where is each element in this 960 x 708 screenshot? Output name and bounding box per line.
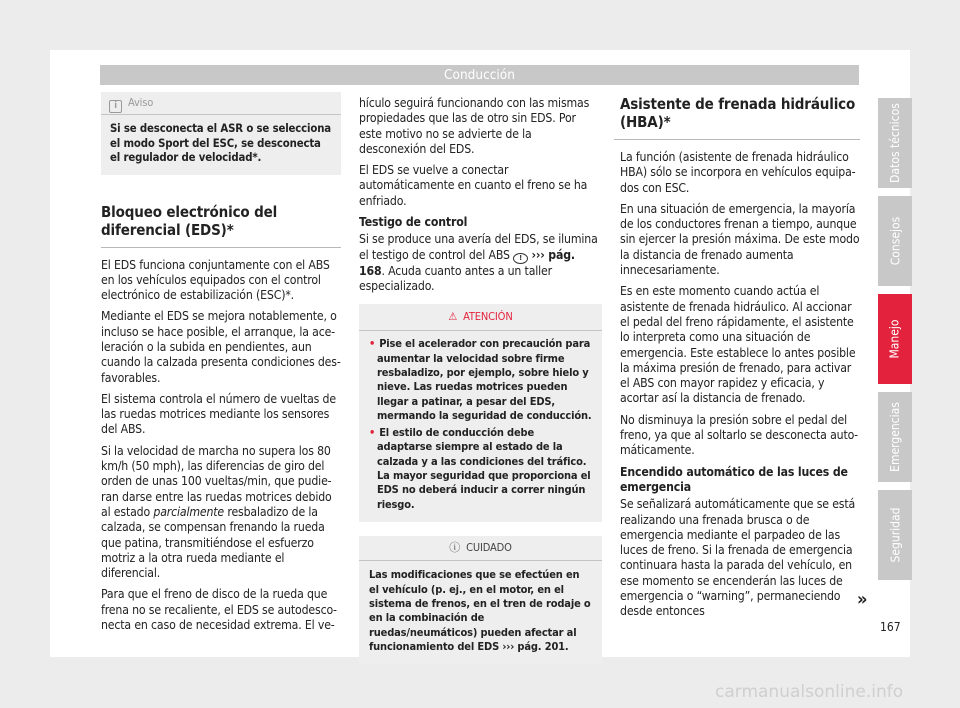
eds-p4-text-a: Si la velocidad de marcha no supera los 80 km/h (50 mph), las diferencias de giro del orden de unas 100 vueltas/min, que pudieran darse entre las ruedas motrices debido al estado: [101, 443, 332, 519]
tab-manejo[interactable]: [878, 294, 912, 384]
tab-consejos[interactable]: [878, 196, 912, 286]
caution-label: CUIDADO: [466, 541, 512, 555]
hba-subheading: Encendido automático de las luces de emergencia: [620, 464, 848, 494]
warning-item-text: Pise el acelerador con precaución para aumentar la velocidad sobre firme resbaladizo, por ejemplo, sobre hielo y nieve. Las ruedas motrices pueden llegar a patinar, a pesar del EDS, mermando la seguridad de conducción.: [377, 337, 592, 423]
info-circle-icon: ⓘ: [449, 541, 461, 555]
testigo-title: Testigo de control: [359, 215, 468, 230]
warning-label: ATENCIÓN: [463, 310, 513, 324]
warning-item: [369, 426, 592, 512]
hba-paragraph-4: No disminuya la presión sobre el pedal del freno, ya que al soltarlo se desconecta automáticamente.: [620, 412, 859, 458]
column-right: [620, 95, 860, 626]
abs-warning-light-icon: !: [513, 253, 528, 264]
tab-label: Consejos: [888, 216, 902, 266]
eds-paragraph-4: [101, 444, 341, 582]
tab-datos-tecnicos[interactable]: [878, 98, 912, 188]
watermark: carmanualsonline.info: [715, 682, 904, 702]
testigo-text-a: Si se produce una avería del EDS, se ilumina el testigo de control del ABS: [359, 232, 598, 262]
testigo-paragraph: [359, 232, 602, 294]
eds-paragraph-5: Para que el freno de disco de la rueda que frena no se recaliente, el EDS se autodesconecta en caso de necesidad extrema. El ve-: [101, 587, 337, 633]
eds-paragraph-1: El EDS funciona conjuntamente con el ABS en los vehículos equipados con el control electrónico de estabilización (ESC)*.: [101, 257, 330, 303]
warning-item: [369, 337, 592, 423]
testigo-text-b: . Acuda cuanto antes a un taller especializado.: [359, 263, 553, 293]
eds-p4-text-b: resbaladizo de la calzada, se compensan frenando la rueda que patina, transmitiéndose el esfuerzo motriz a la otra rueda mediante el diferencial.: [101, 504, 325, 581]
warning-box: [359, 304, 602, 522]
eds-paragraph-3: El sistema controla el número de vueltas de las ruedas motrices mediante los sensores del ABS.: [101, 391, 336, 437]
tab-label: Emergencias: [888, 402, 903, 472]
tab-seguridad[interactable]: [878, 490, 912, 580]
notice-header: [101, 92, 341, 115]
hba-paragraph-1: La función (asistente de frenada hidráulico HBA) sólo se incorpora en vehículos equipados con ESC.: [620, 150, 856, 195]
caution-body: [359, 561, 602, 663]
eds-p4-emphasis: parcialmente: [153, 504, 225, 519]
bullet-icon: •: [369, 337, 376, 351]
notice-text: Si se desconecta el ASR o se selecciona el modo Sport del ESC, se desconecta el regulador de velocidad*.: [110, 122, 331, 164]
tab-label: Datos técnicos: [888, 103, 903, 183]
section-title-hba: Asistente de frenada hidráulico (HBA)*: [614, 95, 860, 140]
warning-triangle-icon: ⚠: [448, 310, 458, 324]
col2-paragraph-1: hículo seguirá funcionando con las mismas propiedades que las de otro sin EDS. Por este motivo no se advierte de la desconexión del EDS.: [359, 96, 590, 156]
section-title-eds: Bloqueo electrónico del diferencial (EDS)*: [101, 203, 341, 248]
hba-paragraph-3: Es en este momento cuando actúa el asistente de frenada hidráulico. Al accionar el pedal del freno rápidamente, el asistente lo interpreta como una situación de emergencia. Este establece lo antes posible la máxima presión de frenado, para activar el ABS con mayor rapidez y eficacia, y acortar así la distancia de frenado.: [620, 284, 856, 406]
info-icon: i: [109, 100, 122, 113]
tab-label: Seguridad: [888, 507, 902, 563]
page-header: Conducción: [100, 65, 859, 85]
tab-emergencias[interactable]: [878, 392, 912, 482]
caution-page-ref-link[interactable]: ››› pág. 201: [502, 640, 565, 654]
caution-box: [359, 536, 602, 663]
warning-body: [359, 331, 602, 522]
column-middle: [359, 96, 602, 664]
continue-arrow-icon: »: [857, 589, 868, 610]
page-ref-link[interactable]: ››› pág. 168: [359, 247, 575, 278]
tab-label: Manejo: [888, 319, 902, 359]
caution-header: [359, 536, 602, 561]
warning-item-text: El estilo de conducción debe adaptarse siempre al estado de la calzada y a las condiciones del tráfico. La mayor seguridad que proporciona el EDS no deberá inducir a correr ningún riesgo.: [377, 425, 591, 511]
notice-box: [101, 92, 341, 175]
hba-paragraph-2: En una situación de emergencia, la mayoría de los conductores frenan a tiempo, aunque sin ejercer la presión máxima. De este modo la distancia de frenado aumenta innecesariamente.: [620, 201, 860, 278]
caution-text: Las modificaciones que se efectúen en el vehículo (p. ej., en el motor, en el sistema de frenos, en el tren de rodaje o en la combinación de ruedas/neumáticos) pueden afectar al funcionamiento del EDS: [369, 568, 591, 654]
column-left: [101, 92, 341, 639]
caution-end: .: [564, 640, 569, 654]
notice-label: Aviso: [128, 96, 154, 109]
eds-paragraph-2: Mediante el EDS se mejora notablemente, o incluso se hace posible, el arranque, la aceleración o la subida en pendientes, aun cuando la calzada presenta condiciones desfavorables.: [101, 309, 341, 385]
col2-paragraph-2: El EDS se vuelve a conectar automáticamente en cuanto el freno se ha enfriado.: [359, 163, 588, 208]
page-number: 167: [880, 620, 901, 634]
warning-header: [359, 304, 602, 331]
bullet-icon: •: [369, 425, 376, 439]
hba-paragraph-5: Se señalizará automáticamente que se está realizando una frenada brusca o de emergencia mediante el parpadeo de las luces de freno. Si la frenada de emergencia continuara hasta la parada del vehículo, en ese momento se encenderán las luces de emergencia o “warning”, permaneciendo desde entonces: [620, 497, 856, 619]
